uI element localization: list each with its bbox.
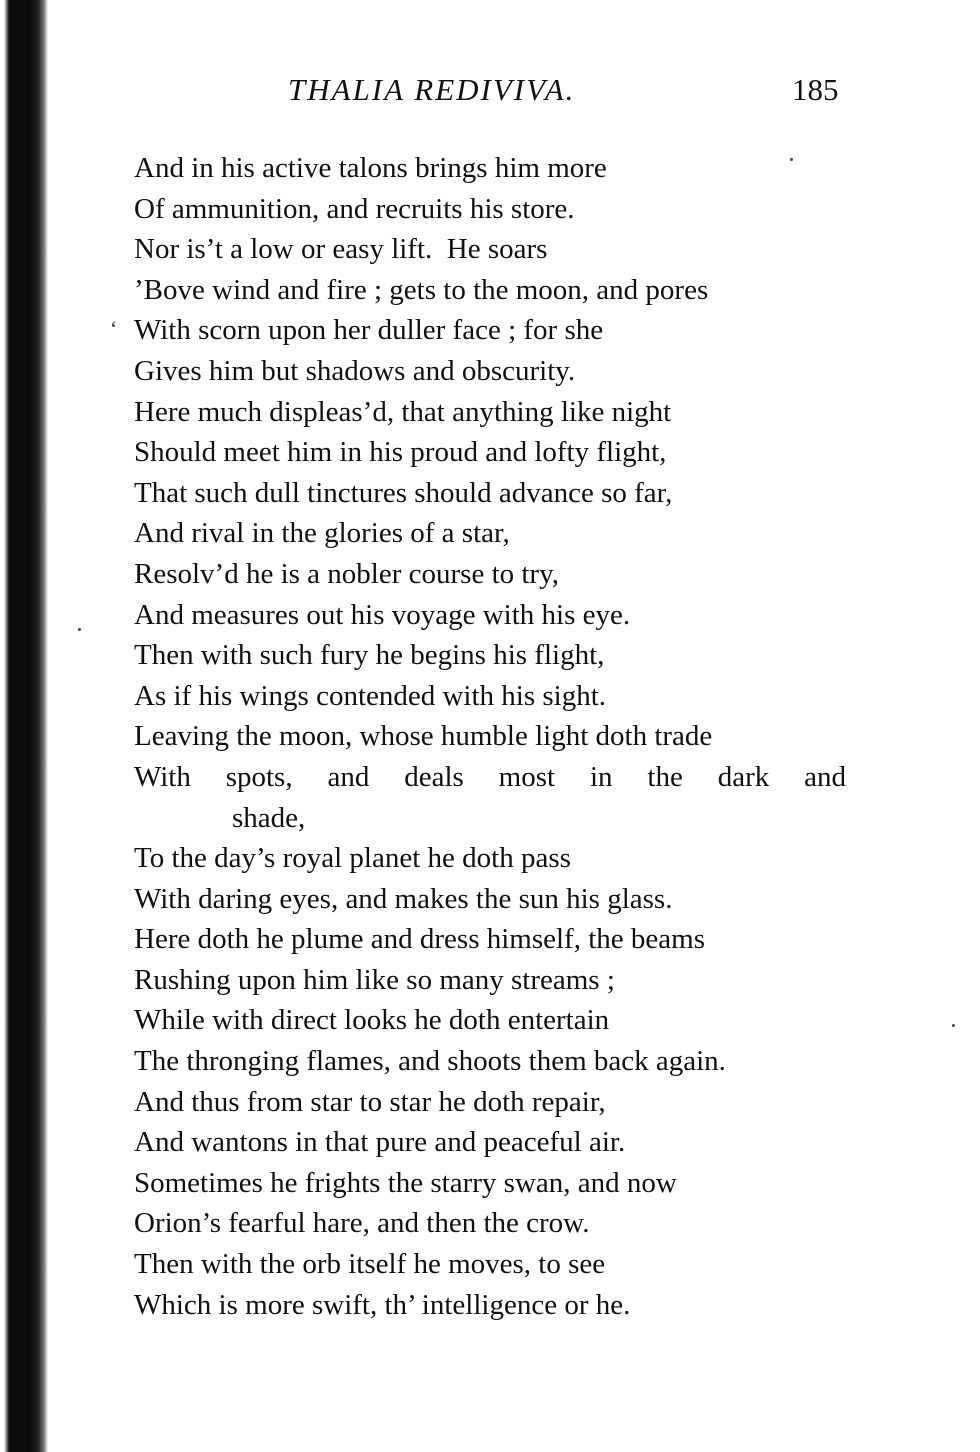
poem-line: Which is more swift, th’ intelligence or he. — [134, 1288, 631, 1321]
poem-line: Sometimes he frights the starry swan, and now — [134, 1166, 677, 1199]
poem-line: With daring eyes, and makes the sun his glass. — [134, 882, 673, 915]
poem-line: And measures out his voyage with his eye. — [134, 598, 631, 631]
poem-line: Should meet him in his proud and lofty flight, — [134, 436, 667, 469]
margin-mark: ‘ — [110, 316, 118, 341]
book-spine-shadow — [0, 0, 48, 1452]
poem-line: And in his active talons brings him more — [134, 152, 607, 184]
poem-line: Nor is’t a low or easy lift. He soars — [134, 233, 548, 266]
poem-line: Resolv’d he is a nobler course to try, — [134, 557, 559, 590]
page-number: 185 — [792, 72, 839, 107]
poem-line: Rushing upon him like so many streams ; — [134, 963, 615, 996]
poem-line: With scorn upon her duller face ; for she — [134, 314, 604, 347]
poem-line: Of ammunition, and recruits his store. — [134, 192, 575, 225]
poem-line: Gives him but shadows and obscurity. — [134, 354, 576, 387]
poem-body — [134, 148, 854, 1325]
poem-line: ’Bove wind and fire ; gets to the moon, and pores — [134, 273, 709, 306]
poem-line: And wantons in that pure and peaceful air. — [134, 1126, 626, 1159]
poem-line: While with direct looks he doth entertain — [134, 1004, 610, 1037]
poem-line: Then with such fury he begins his flight, — [134, 639, 605, 672]
poem-line: Then with the orb itself he moves, to see — [134, 1248, 606, 1281]
poem-line: That such dull tinctures should advance so far, — [134, 476, 673, 509]
poem-line: With spots, and deals most in the dark and — [134, 760, 846, 793]
poem-line: To the day’s royal planet he doth pass — [134, 842, 571, 875]
page-header — [0, 72, 980, 112]
poem-line-turnover: shade, — [232, 801, 306, 834]
poem-line: Orion’s fearful hare, and then the crow. — [134, 1207, 590, 1240]
poem-line: And rival in the glories of a star, — [134, 517, 510, 550]
poem-line: The thronging flames, and shoots them back again. — [134, 1045, 726, 1078]
running-title: THALIA REDIVIVA. — [288, 72, 576, 107]
poem-line: Here doth he plume and dress himself, the beams — [134, 923, 705, 956]
poem-line: And thus from star to star he doth repair, — [134, 1085, 606, 1118]
ink-speck — [78, 628, 81, 631]
poem-line: Here much displeas’d, that anything like night — [134, 395, 672, 428]
poem-line: Leaving the moon, whose humble light doth trade — [134, 720, 713, 753]
ink-speck — [952, 1024, 955, 1027]
poem-line: As if his wings contended with his sight. — [134, 679, 607, 712]
